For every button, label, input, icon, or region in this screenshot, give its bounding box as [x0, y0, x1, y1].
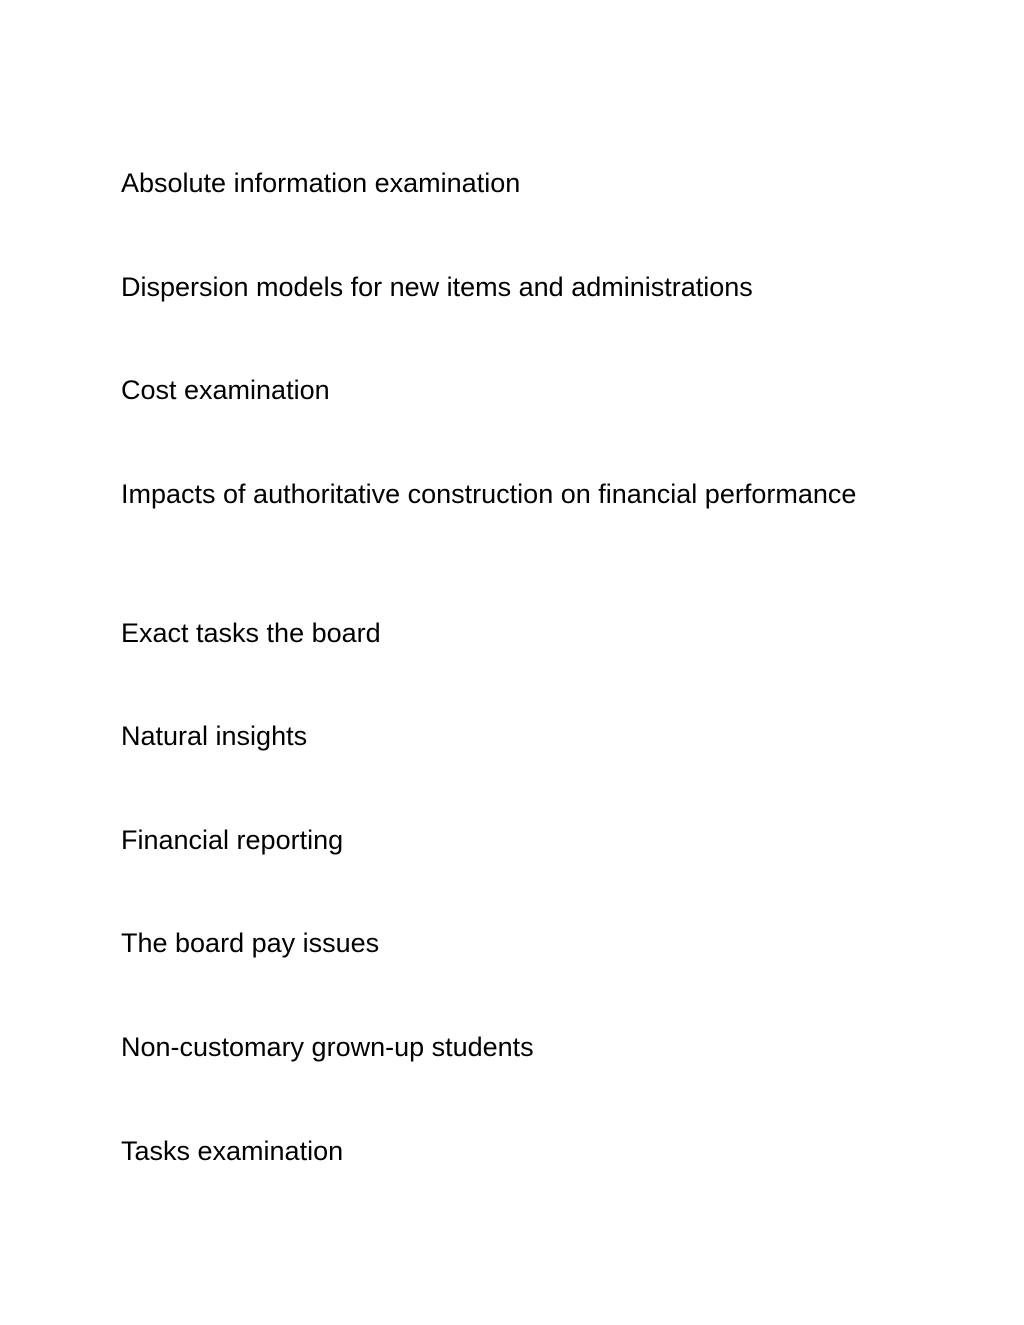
topic-item: Impacts of authoritative construction on financial performance	[121, 479, 857, 509]
topic-item: Non-customary grown-up students	[121, 1032, 534, 1062]
topic-item: Tasks examination	[121, 1136, 344, 1166]
topic-item: The board pay issues	[121, 928, 380, 958]
topic-item: Natural insights	[121, 721, 308, 751]
topic-item: Absolute information examination	[121, 168, 521, 198]
topic-item: Financial reporting	[121, 825, 344, 855]
topic-item: Exact tasks the board	[121, 618, 381, 648]
topic-item: Dispersion models for new items and administrations	[121, 272, 753, 302]
topic-item: Cost examination	[121, 375, 330, 405]
